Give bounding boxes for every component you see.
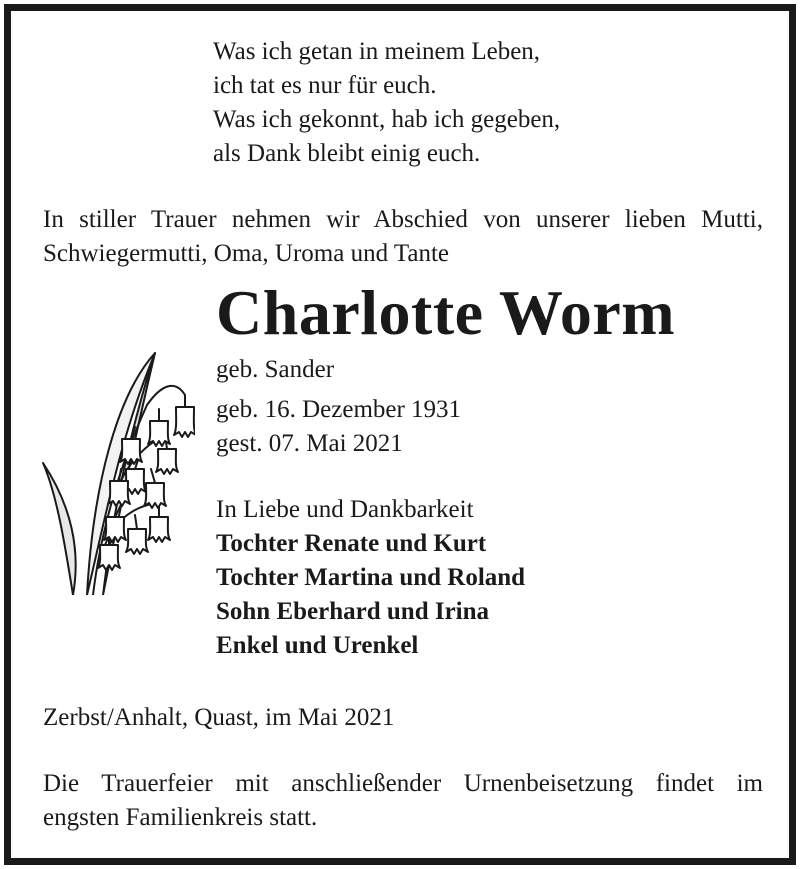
poem-line-4: als Dank bleibt einig euch. [213,140,481,167]
mourner-name: Sohn Eberhard und Irina [216,598,490,625]
death-date: gest. 07. Mai 2021 [216,430,403,457]
mourner-name: Enkel und Urenkel [216,632,419,659]
ceremony-line-1: Die Trauerfeier mit anschließender Urnenbeisetzung findet im [43,770,763,797]
lily-of-the-valley-icon [35,345,195,595]
poem-line-2: ich tat es nur für euch. [213,72,437,99]
intro-line-1: In stiller Trauer nehmen wir Abschied von unserer lieben Mutti, [43,206,763,233]
ceremony-line-2: engsten Familienkreis statt. [43,804,318,831]
mourner-name: Tochter Renate und Kurt [216,530,487,557]
obituary-notice [4,4,796,865]
mourners-heading: In Liebe und Dankbarkeit [216,496,474,523]
place-and-date: Zerbst/Anhalt, Quast, im Mai 2021 [43,704,395,731]
intro-line-2: Schwiegermutti, Oma, Uroma und Tante [43,240,450,267]
poem-line-3: Was ich gekonnt, hab ich gegeben, [213,106,561,133]
poem-line-1: Was ich getan in meinem Leben, [213,38,541,65]
birth-date: geb. 16. Dezember 1931 [216,396,462,423]
mourner-name: Tochter Martina und Roland [216,564,526,591]
deceased-name: Charlotte Worm [216,277,676,348]
maiden-name: geb. Sander [216,356,335,383]
